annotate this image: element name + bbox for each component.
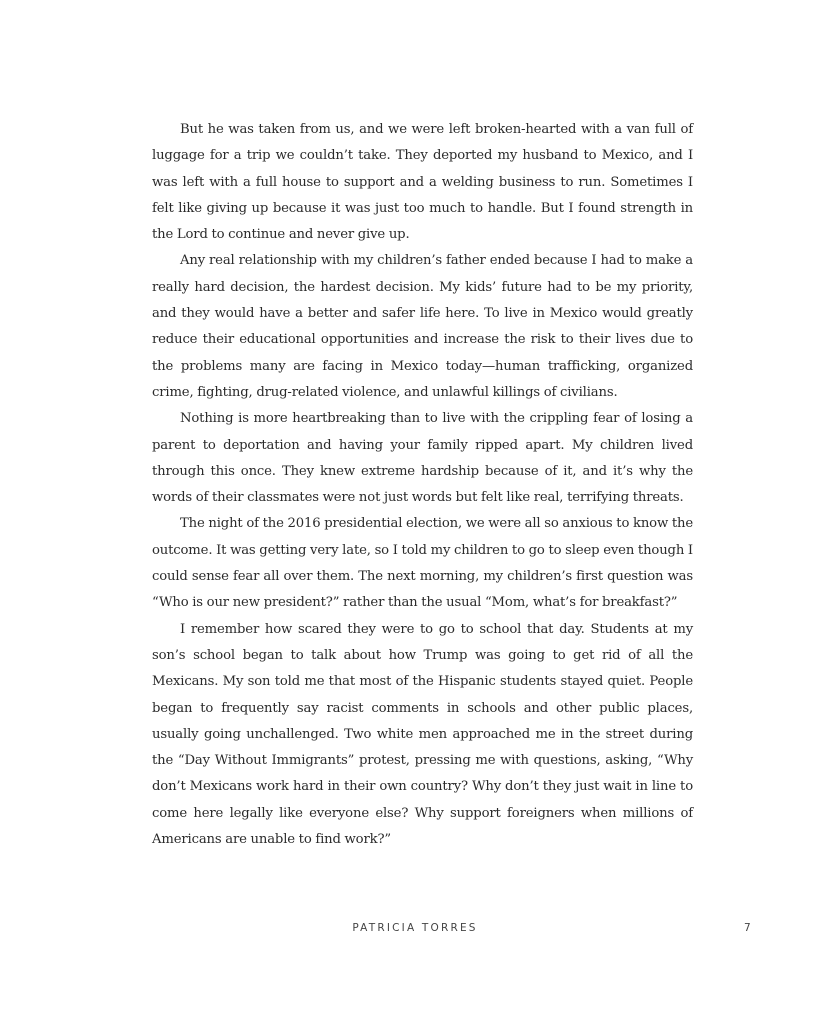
page-number: 7 bbox=[744, 922, 751, 934]
running-footer-author: PATRICIA TORRES bbox=[352, 922, 478, 934]
paragraph-1: But he was taken from us, and we were left broken-hearted with a van full of luggage for a trip we couldn’t take. They deported my husband to Mexico, and I was left with a full house to support and a welding business to run. Sometimes I felt like giving up because it was just too much to handle. But I found strength in the Lord to continue and never give up. bbox=[152, 122, 693, 243]
paragraph-4: The night of the 2016 presidential election, we were all so anxious to know the outcome. It was getting very late, so I told my children to go to sleep even though I could sense fear all over them. The next morning, my children’s first question was “Who is our new president?” rather than the usual “Mom, what’s for breakfast?” bbox=[152, 516, 693, 611]
body-text bbox=[152, 117, 693, 853]
paragraph-2: Any real relationship with my children’s father ended because I had to make a really hard decision, the hardest decision. My kids’ future had to be my priority, and they would have a better and safer life here. To live in Mexico would greatly reduce their educational opportunities and increase the risk to their lives due to the problems many are facing in Mexico today—human trafficking, organized crime, fighting, drug-related violence, and unlawful killings of civilians. bbox=[152, 253, 693, 400]
paragraph-5: I remember how scared they were to go to school that day. Students at my son’s school began to talk about how Trump was going to get rid of all the Mexicans. My son told me that most of the Hispanic students stayed quiet. People began to frequently say racist comments in schools and other public places, usually going unchallenged. Two white men approached me in the street during the “Day Without Immigrants” protest, pressing me with questions, asking, “Why don’t Mexicans work hard in their own country? Why don’t they just wait in line to come here legally like everyone else? Why support foreigners when millions of Americans are unable to find work?” bbox=[152, 621, 693, 848]
paragraph-3: Nothing is more heartbreaking than to live with the crippling fear of losing a parent to deportation and having your family ripped apart. My children lived through this once. They knew extreme hardship because of it, and it’s why the words of their classmates were not just words but felt like real, terrifying threats. bbox=[152, 411, 693, 506]
